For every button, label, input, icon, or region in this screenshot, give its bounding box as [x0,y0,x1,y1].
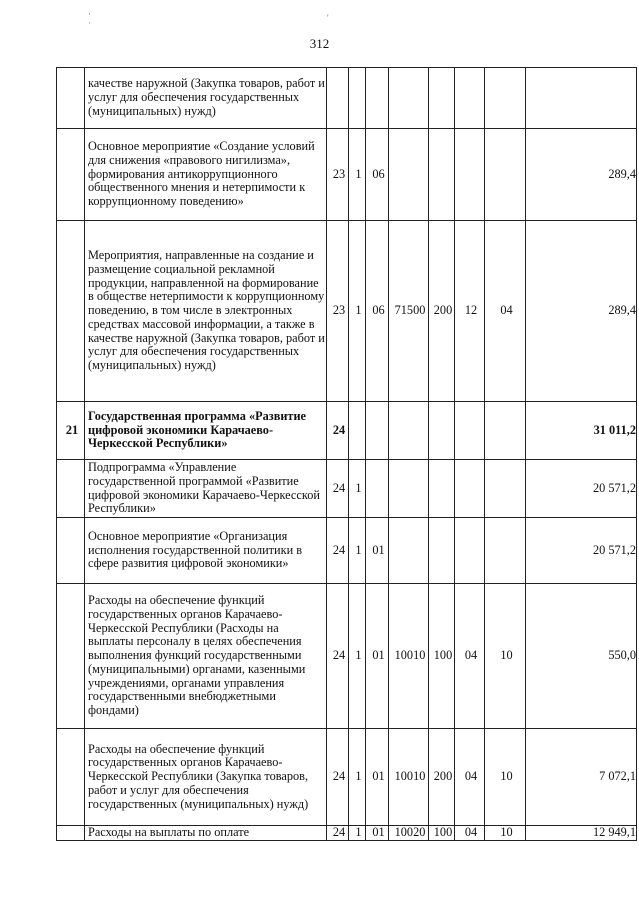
amount-cell: 289,4 [526,221,637,402]
code-vr-cell [429,68,455,129]
table-row [57,68,637,129]
code-pr-cell: 10 [485,584,526,729]
code-pp-cell: 1 [349,584,366,729]
row-number-cell [57,826,85,841]
table-row [57,518,637,584]
row-number-cell: 21 [57,402,85,460]
amount-cell [526,68,637,129]
code-gp-cell: 24 [327,460,349,518]
code-gp-cell: 23 [327,221,349,402]
code-pr-cell: 10 [485,826,526,841]
row-name-cell: Государственная программа «Развитие цифровой экономики Карачаево-Черкесской Республики» [85,402,327,460]
code-vr-cell [429,402,455,460]
code-om-cell: 01 [366,826,389,841]
code-om-cell: 06 [366,129,389,221]
code-gp-cell: 24 [327,402,349,460]
code-pr-cell [485,518,526,584]
code-pr-cell [485,68,526,129]
code-om-cell [366,68,389,129]
code-pp-cell: 1 [349,518,366,584]
table-row [57,826,637,841]
row-number-cell [57,221,85,402]
code-om-cell: 01 [366,518,389,584]
code-rz-cell: 12 [455,221,485,402]
table-row [57,129,637,221]
code-gp-cell [327,68,349,129]
scan-speck-mark: ' [327,13,329,23]
row-name-cell: Мероприятия, направленные на создание и размещение социальной рекламной продукции, направленной на формирование в обществе нетерпимости к коррупционному поведению, в том числе в электронных средствах массовой информации, а также в качестве наружной (Закупка товаров, работ и услуг для обеспечения государственных (муниципальных) нужд) [85,221,327,402]
code-vr-cell [429,129,455,221]
row-number-cell [57,518,85,584]
row-name-cell: Подпрограмма «Управление государственной программой «Развитие цифровой экономики Карачаево-Черкесской Республики» [85,460,327,518]
code-gp-cell: 24 [327,729,349,826]
code-pp-cell: 1 [349,221,366,402]
amount-cell: 20 571,2 [526,518,637,584]
row-name-cell: Расходы на обеспечение функций государственных органов Карачаево-Черкесской Республики (Расходы на выплаты персоналу в целях обеспечения выполнения функций государственными (муниципальными) органами, казенными учреждениями, органами управления государственными внебюджетными фондами) [85,584,327,729]
row-name-cell: качестве наружной (Закупка товаров, работ и услуг для обеспечения государственных (муниципальных) нужд) [85,68,327,129]
code-rz-cell: 04 [455,584,485,729]
table-row [57,584,637,729]
code-pp-cell: 1 [349,129,366,221]
code-gp-cell: 24 [327,584,349,729]
code-gp-cell: 24 [327,826,349,841]
code-vr-cell: 100 [429,584,455,729]
table-row [57,460,637,518]
table-row [57,221,637,402]
code-vr-cell [429,460,455,518]
row-number-cell [57,68,85,129]
amount-cell: 550,0 [526,584,637,729]
amount-cell: 12 949,1 [526,826,637,841]
code-nr-cell: 71500 [389,221,429,402]
row-number-cell [57,584,85,729]
code-nr-cell: 10010 [389,729,429,826]
code-rz-cell: 04 [455,826,485,841]
code-nr-cell [389,68,429,129]
code-pr-cell [485,402,526,460]
code-nr-cell [389,460,429,518]
code-rz-cell [455,68,485,129]
code-pr-cell [485,460,526,518]
row-number-cell [57,460,85,518]
code-om-cell: 01 [366,729,389,826]
code-pp-cell [349,68,366,129]
amount-cell: 289,4 [526,129,637,221]
row-name-cell: Основное мероприятие «Организация исполнения государственной политики в сфере развития цифровой экономики» [85,518,327,584]
code-nr-cell [389,518,429,584]
code-pp-cell: 1 [349,460,366,518]
code-pr-cell: 04 [485,221,526,402]
table-body [57,68,637,841]
code-om-cell [366,402,389,460]
code-vr-cell [429,518,455,584]
code-pp-cell [349,402,366,460]
code-pp-cell: 1 [349,729,366,826]
code-rz-cell [455,402,485,460]
row-name-cell: Расходы на выплаты по оплате [85,826,327,841]
scan-speck-mark: · · [88,9,91,28]
code-om-cell: 06 [366,221,389,402]
table-row [57,729,637,826]
budget-table [56,67,637,841]
code-vr-cell: 200 [429,221,455,402]
code-om-cell [366,460,389,518]
page-number: 312 [309,36,330,51]
code-rz-cell [455,518,485,584]
amount-cell: 20 571,2 [526,460,637,518]
code-gp-cell: 23 [327,129,349,221]
code-rz-cell [455,460,485,518]
row-number-cell [57,129,85,221]
code-gp-cell: 24 [327,518,349,584]
code-pr-cell: 10 [485,729,526,826]
code-vr-cell: 100 [429,826,455,841]
code-nr-cell [389,129,429,221]
row-number-cell [57,729,85,826]
code-pr-cell [485,129,526,221]
row-name-cell: Основное мероприятие «Создание условий для снижения «правового нигилизма», формирования антикоррупционного общественного мнения и нетерпимости к коррупционному поведению» [85,129,327,221]
code-rz-cell: 04 [455,729,485,826]
code-nr-cell: 10020 [389,826,429,841]
row-name-cell: Расходы на обеспечение функций государственных органов Карачаево-Черкесской Республики (Закупка товаров, работ и услуг для обеспечения государственных (муниципальных) нужд) [85,729,327,826]
code-pp-cell: 1 [349,826,366,841]
code-nr-cell [389,402,429,460]
code-rz-cell [455,129,485,221]
code-vr-cell: 200 [429,729,455,826]
table-row [57,402,637,460]
code-nr-cell: 10010 [389,584,429,729]
code-om-cell: 01 [366,584,389,729]
amount-cell: 31 011,2 [526,402,637,460]
amount-cell: 7 072,1 [526,729,637,826]
